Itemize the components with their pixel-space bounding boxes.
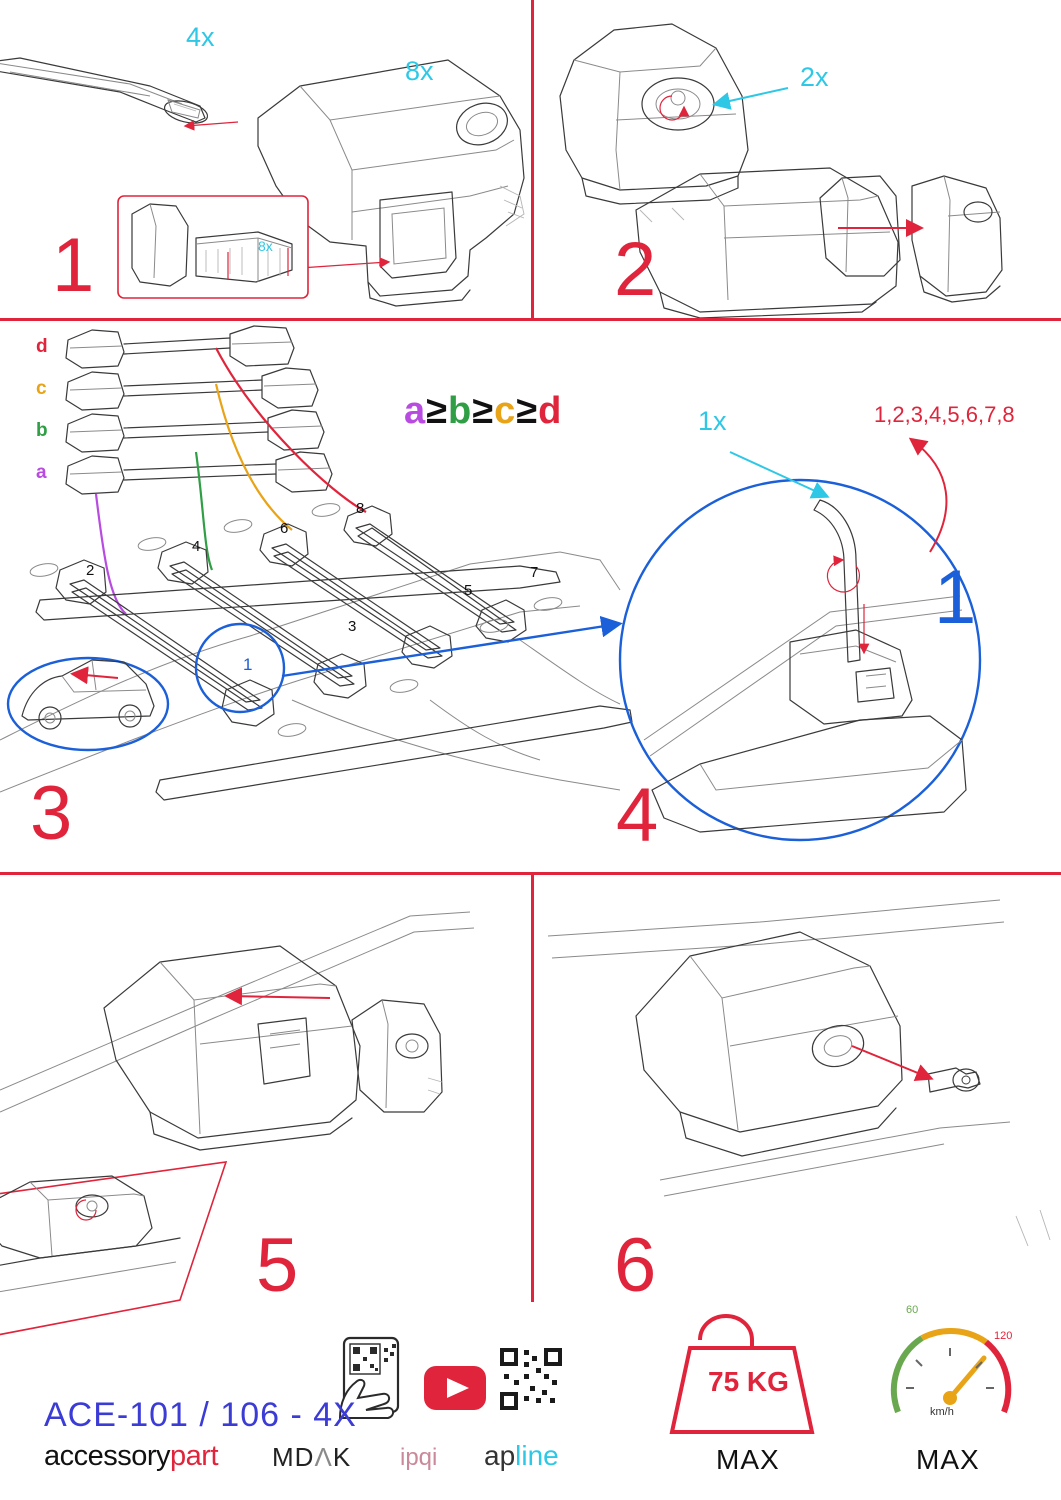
- apline-line: line: [515, 1440, 559, 1471]
- curve-d: [216, 348, 366, 512]
- weight-limit-value: 75 KG: [708, 1366, 789, 1397]
- position-number-5: 5: [464, 582, 473, 599]
- weight-limit-caption: MAX: [716, 1444, 780, 1475]
- position-number-7: 7: [530, 564, 539, 581]
- divider-col-bottom: [531, 872, 534, 1302]
- leader-key-6: [852, 1046, 930, 1078]
- position-number-3: 3: [348, 618, 357, 635]
- partner-mdak: [272, 1442, 351, 1473]
- position-number-4: 4: [192, 538, 201, 555]
- bar-label-b: b: [36, 420, 48, 441]
- mdak-a: Λ: [314, 1442, 333, 1472]
- ineq-b: b: [448, 390, 473, 432]
- mdak-k: K: [332, 1442, 352, 1472]
- gauge-max-label: 120: [994, 1330, 1013, 1342]
- position-number-6: 6: [280, 520, 289, 537]
- leader-inset: [300, 262, 388, 268]
- step-number-1: 1: [52, 223, 93, 308]
- panel6-art: [548, 900, 1050, 1246]
- position-number-2: 2: [86, 562, 95, 579]
- leader-slide-5: [228, 996, 330, 998]
- position-number-1: 1: [243, 655, 253, 674]
- bar-label-a: a: [36, 462, 47, 483]
- footer-brand: [44, 1440, 218, 1473]
- brand-accessory: accessory: [44, 1440, 171, 1472]
- ineq-op2: ≥: [472, 390, 495, 432]
- step-number-5: 5: [256, 1223, 297, 1308]
- leader-zoom-4: [282, 624, 618, 676]
- ineq-op3: ≥: [516, 390, 539, 432]
- callout-4x: 4x: [186, 22, 215, 52]
- gauge-min-label: 60: [906, 1304, 919, 1316]
- speed-limit-caption: MAX: [916, 1444, 980, 1475]
- bar-label-d: d: [36, 336, 48, 357]
- divider-row-1: [0, 318, 1061, 321]
- ineq-a: a: [404, 390, 427, 432]
- apline-ap: ap: [484, 1440, 516, 1471]
- speed-limit-icon: [894, 1331, 1008, 1412]
- ineq-c: c: [494, 390, 517, 432]
- panel3-car-inset: [8, 658, 168, 750]
- partner-ipqi: ipqi: [400, 1444, 438, 1471]
- highlight-circle-position-1: [196, 624, 284, 712]
- position-number-8: 8: [356, 500, 365, 517]
- leader-2x: [716, 88, 788, 104]
- step-number-2: 2: [614, 227, 655, 312]
- step-number-4: 4: [616, 773, 657, 858]
- qr-code-icon: [500, 1348, 562, 1410]
- torque-sequence-label: 1,2,3,4,5,6,7,8: [874, 402, 1015, 427]
- partner-apline: [484, 1440, 559, 1472]
- panel2-foot-top-art: [560, 24, 748, 222]
- panel3-roof-assembly: [0, 502, 632, 800]
- footer-model-code: ACE-101 / 106 - 4X: [44, 1396, 357, 1434]
- callout-8x: 8x: [405, 56, 434, 86]
- panel5-art: [0, 912, 474, 1346]
- bar-length-inequality: [404, 390, 562, 433]
- ineq-d: d: [538, 390, 563, 432]
- step-number-3: 3: [30, 771, 71, 856]
- callout-2x: 2x: [800, 62, 829, 92]
- brand-part: part: [170, 1440, 219, 1472]
- callout-inset-8x: 8x: [258, 238, 273, 254]
- ineq-op1: ≥: [426, 390, 448, 432]
- callout-1x: 1x: [698, 406, 727, 436]
- panel4-big-number-1: 1: [934, 555, 975, 640]
- divider-col-top: [531, 0, 534, 318]
- mdak-md: MD: [272, 1442, 315, 1472]
- panel4-zoom: [620, 440, 980, 840]
- bar-label-c: c: [36, 378, 47, 399]
- panel1-inset-box: [118, 196, 308, 298]
- panel1-bar-endcap-art: [0, 58, 210, 127]
- youtube-icon: [424, 1366, 486, 1410]
- panel2-foot-bottom-art: [636, 168, 1002, 318]
- speed-unit-label: km/h: [930, 1406, 954, 1418]
- step-number-6: 6: [614, 1223, 655, 1308]
